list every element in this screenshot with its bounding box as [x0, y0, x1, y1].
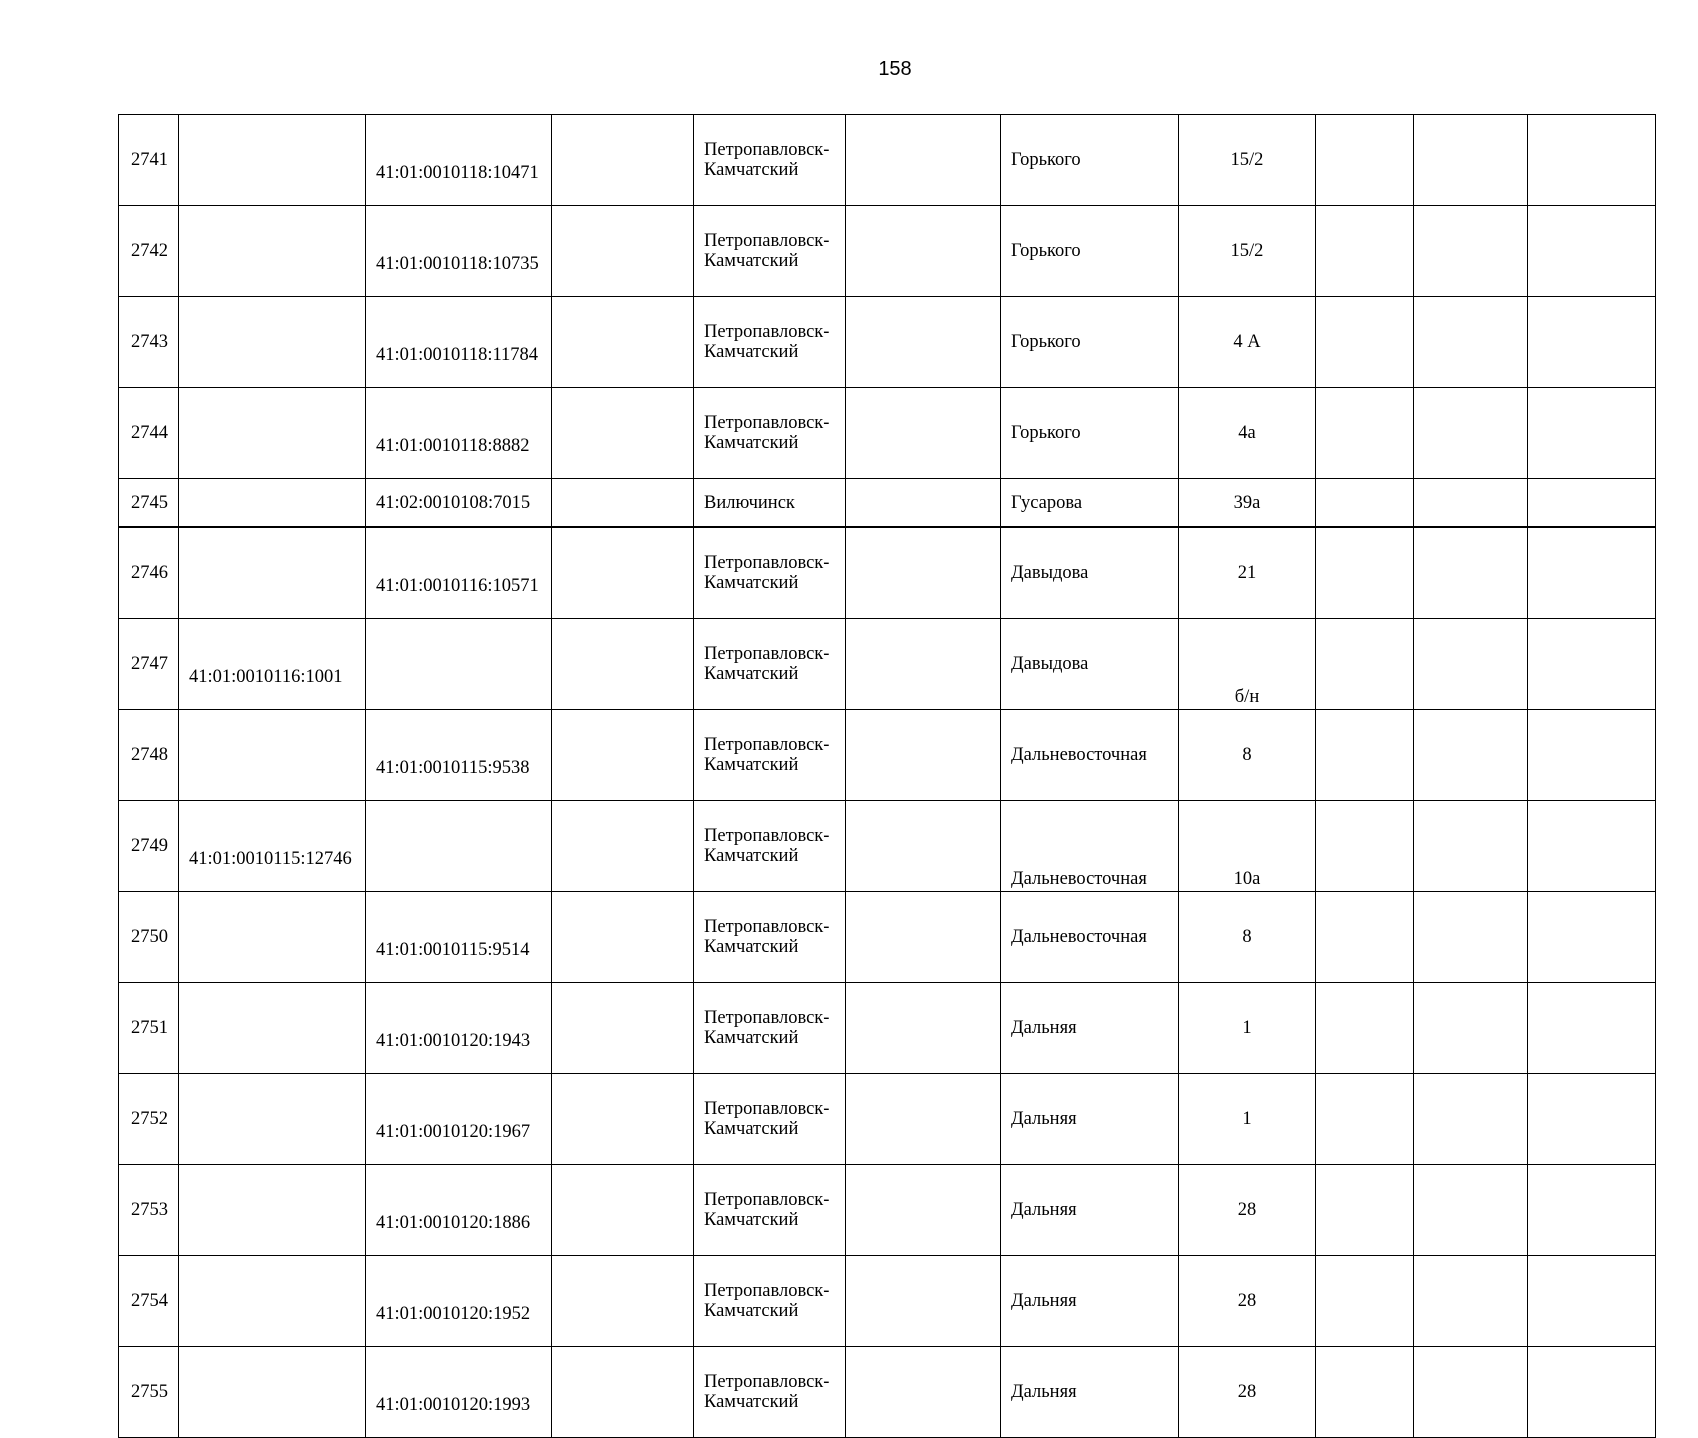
city-text: Петропавловск-Камчатский	[704, 413, 830, 453]
city	[694, 619, 846, 710]
empty-cell	[1316, 892, 1414, 983]
table-row	[119, 801, 1656, 892]
house-number	[1179, 1074, 1316, 1165]
cadastral-room-text: 41:02:0010108:7015	[376, 492, 531, 513]
table-row	[119, 710, 1656, 801]
row-number	[119, 983, 179, 1074]
house-number-text: 28	[1237, 1382, 1257, 1402]
street	[1001, 479, 1179, 528]
empty-cell	[1316, 1165, 1414, 1256]
empty-cell	[552, 479, 694, 528]
street	[1001, 527, 1179, 619]
street-text: Горького	[1011, 332, 1081, 352]
cadastral-building	[179, 710, 366, 801]
cadastral-room	[366, 1165, 552, 1256]
cadastral-room	[366, 527, 552, 619]
empty-cell	[846, 115, 1001, 206]
empty-cell	[846, 527, 1001, 619]
row-number	[119, 527, 179, 619]
city-text: Петропавловск-Камчатский	[704, 1372, 830, 1412]
city	[694, 1347, 846, 1438]
street	[1001, 388, 1179, 479]
empty-cell	[552, 1256, 694, 1347]
empty-cell	[1528, 479, 1656, 528]
empty-cell	[846, 983, 1001, 1074]
city	[694, 801, 846, 892]
house-number	[1179, 1165, 1316, 1256]
empty-cell	[552, 115, 694, 206]
row-number-text: 2745	[131, 492, 168, 513]
street-text: Дальневосточная	[1011, 927, 1147, 947]
cadastral-building	[179, 388, 366, 479]
empty-cell	[1528, 1347, 1656, 1438]
cadastral-building	[179, 892, 366, 983]
street	[1001, 115, 1179, 206]
cadastral-room-text: 41:01:0010120:1952	[376, 1304, 531, 1324]
cadastral-room-text: 41:01:0010120:1886	[376, 1213, 531, 1233]
empty-cell	[1316, 206, 1414, 297]
empty-cell	[552, 1074, 694, 1165]
empty-cell	[1528, 115, 1656, 206]
street-text: Дальняя	[1011, 1109, 1077, 1129]
city-text: Петропавловск-Камчатский	[704, 1099, 830, 1139]
empty-cell	[1528, 1256, 1656, 1347]
cadastral-room	[366, 388, 552, 479]
row-number-text: 2753	[131, 1200, 168, 1220]
cadastral-room	[366, 297, 552, 388]
street	[1001, 1347, 1179, 1438]
table-row	[119, 388, 1656, 479]
empty-cell	[846, 710, 1001, 801]
cadastral-room	[366, 206, 552, 297]
cadastral-room	[366, 983, 552, 1074]
cadastral-room-text: 41:01:0010120:1943	[376, 1031, 531, 1051]
street-text: Горького	[1011, 241, 1081, 261]
empty-cell	[552, 297, 694, 388]
cadastral-building-text: 41:01:0010115:12746	[189, 849, 352, 869]
street-text: Гусарова	[1011, 492, 1083, 513]
empty-cell	[1414, 527, 1528, 619]
row-number	[119, 1165, 179, 1256]
city	[694, 892, 846, 983]
empty-cell	[1414, 388, 1528, 479]
city	[694, 1074, 846, 1165]
empty-cell	[1528, 1165, 1656, 1256]
row-number-text: 2749	[131, 836, 168, 856]
street-text: Давыдова	[1011, 563, 1089, 583]
empty-cell	[846, 619, 1001, 710]
cadastral-room-text: 41:01:0010116:10571	[376, 576, 539, 596]
empty-cell	[1528, 1074, 1656, 1165]
city	[694, 479, 846, 528]
house-number-text: б/н	[1234, 687, 1260, 707]
row-number-text: 2750	[131, 927, 168, 947]
street	[1001, 892, 1179, 983]
city	[694, 710, 846, 801]
house-number	[1179, 983, 1316, 1074]
row-number-text: 2751	[131, 1018, 168, 1038]
empty-cell	[1414, 1256, 1528, 1347]
empty-cell	[1316, 388, 1414, 479]
empty-cell	[1528, 388, 1656, 479]
registry-table	[118, 114, 1656, 1438]
house-number	[1179, 619, 1316, 710]
city-text: Вилючинск	[704, 492, 795, 513]
cadastral-building	[179, 619, 366, 710]
empty-cell	[1528, 892, 1656, 983]
house-number-text: 21	[1237, 563, 1257, 583]
cadastral-room	[366, 479, 552, 528]
row-number	[119, 892, 179, 983]
empty-cell	[846, 1074, 1001, 1165]
city-text: Петропавловск-Камчатский	[704, 644, 830, 684]
empty-cell	[1528, 710, 1656, 801]
empty-cell	[552, 206, 694, 297]
city-text: Петропавловск-Камчатский	[704, 917, 830, 957]
city-text: Петропавловск-Камчатский	[704, 1190, 830, 1230]
row-number	[119, 1256, 179, 1347]
row-number	[119, 388, 179, 479]
registry-body	[119, 115, 1656, 1438]
empty-cell	[1414, 115, 1528, 206]
house-number-text: 39а	[1233, 492, 1261, 513]
cadastral-room	[366, 115, 552, 206]
empty-cell	[552, 388, 694, 479]
cadastral-building	[179, 1165, 366, 1256]
empty-cell	[1414, 983, 1528, 1074]
empty-cell	[1316, 1074, 1414, 1165]
street	[1001, 983, 1179, 1074]
empty-cell	[1316, 983, 1414, 1074]
city	[694, 527, 846, 619]
empty-cell	[552, 801, 694, 892]
cadastral-room	[366, 1256, 552, 1347]
house-number	[1179, 1347, 1316, 1438]
row-number-text: 2752	[131, 1109, 168, 1129]
street-text: Дальняя	[1011, 1382, 1077, 1402]
street-text: Давыдова	[1011, 654, 1089, 674]
street-text: Горького	[1011, 423, 1081, 443]
city	[694, 388, 846, 479]
cadastral-building	[179, 983, 366, 1074]
empty-cell	[846, 1165, 1001, 1256]
cadastral-building-text: 41:01:0010116:1001	[189, 667, 343, 687]
house-number-text: 15/2	[1230, 150, 1264, 170]
table-row	[119, 1256, 1656, 1347]
street-text: Дальняя	[1011, 1291, 1077, 1311]
street	[1001, 801, 1179, 892]
row-number-text: 2741	[131, 150, 168, 170]
row-number	[119, 1347, 179, 1438]
house-number-text: 4 А	[1233, 332, 1261, 352]
row-number-text: 2742	[131, 241, 168, 261]
cadastral-building	[179, 479, 366, 528]
empty-cell	[1316, 619, 1414, 710]
empty-cell	[552, 527, 694, 619]
house-number	[1179, 388, 1316, 479]
empty-cell	[1316, 801, 1414, 892]
empty-cell	[1528, 619, 1656, 710]
empty-cell	[1414, 710, 1528, 801]
empty-cell	[1316, 479, 1414, 528]
cadastral-building	[179, 1074, 366, 1165]
house-number	[1179, 801, 1316, 892]
cadastral-room	[366, 801, 552, 892]
house-number-text: 8	[1242, 927, 1252, 947]
empty-cell	[846, 479, 1001, 528]
empty-cell	[1528, 527, 1656, 619]
empty-cell	[552, 710, 694, 801]
row-number	[119, 479, 179, 528]
city	[694, 297, 846, 388]
table-row	[119, 115, 1656, 206]
row-number	[119, 206, 179, 297]
cadastral-building	[179, 801, 366, 892]
house-number-text: 10а	[1233, 869, 1261, 889]
house-number-text: 15/2	[1230, 241, 1264, 261]
empty-cell	[1316, 527, 1414, 619]
house-number	[1179, 115, 1316, 206]
empty-cell	[1414, 479, 1528, 528]
table-row	[119, 1165, 1656, 1256]
house-number-text: 28	[1237, 1291, 1257, 1311]
row-number-text: 2746	[131, 563, 168, 583]
table-row	[119, 983, 1656, 1074]
cadastral-room-text: 41:01:0010118:10735	[376, 254, 539, 274]
empty-cell	[1316, 115, 1414, 206]
empty-cell	[1528, 983, 1656, 1074]
cadastral-room-text: 41:01:0010118:11784	[376, 345, 539, 365]
cadastral-building	[179, 1347, 366, 1438]
cadastral-room	[366, 1074, 552, 1165]
city	[694, 206, 846, 297]
city	[694, 115, 846, 206]
city-text: Петропавловск-Камчатский	[704, 140, 830, 180]
house-number	[1179, 297, 1316, 388]
city	[694, 1256, 846, 1347]
city-text: Петропавловск-Камчатский	[704, 322, 830, 362]
table-row	[119, 297, 1656, 388]
house-number-text: 1	[1242, 1109, 1252, 1129]
row-number-text: 2748	[131, 745, 168, 765]
empty-cell	[1528, 206, 1656, 297]
cadastral-room-text: 41:01:0010118:8882	[376, 436, 530, 456]
street	[1001, 297, 1179, 388]
street	[1001, 1256, 1179, 1347]
table-row	[119, 1347, 1656, 1438]
row-number	[119, 115, 179, 206]
table-row	[119, 1074, 1656, 1165]
city-text: Петропавловск-Камчатский	[704, 231, 830, 271]
street-text: Дальняя	[1011, 1200, 1077, 1220]
street-text: Дальневосточная	[1011, 745, 1147, 765]
table-row	[119, 892, 1656, 983]
empty-cell	[1316, 1347, 1414, 1438]
empty-cell	[1414, 206, 1528, 297]
empty-cell	[1528, 801, 1656, 892]
city-text: Петропавловск-Камчатский	[704, 1281, 830, 1321]
row-number-text: 2747	[131, 654, 168, 674]
empty-cell	[1316, 297, 1414, 388]
cadastral-building	[179, 206, 366, 297]
empty-cell	[1316, 710, 1414, 801]
house-number-text: 1	[1242, 1018, 1252, 1038]
house-number	[1179, 892, 1316, 983]
city-text: Петропавловск-Камчатский	[704, 1008, 830, 1048]
house-number	[1179, 206, 1316, 297]
city-text: Петропавловск-Камчатский	[704, 553, 830, 593]
table-row	[119, 206, 1656, 297]
row-number	[119, 297, 179, 388]
empty-cell	[552, 1165, 694, 1256]
empty-cell	[1414, 1165, 1528, 1256]
street-text: Дальневосточная	[1011, 869, 1147, 889]
street-text: Дальняя	[1011, 1018, 1077, 1038]
table-row	[119, 479, 1656, 528]
empty-cell	[552, 1347, 694, 1438]
empty-cell	[1414, 619, 1528, 710]
empty-cell	[1414, 297, 1528, 388]
empty-cell	[552, 983, 694, 1074]
empty-cell	[1414, 801, 1528, 892]
row-number-text: 2755	[131, 1382, 168, 1402]
cadastral-room-text: 41:01:0010115:9514	[376, 940, 530, 960]
house-number-text: 8	[1242, 745, 1252, 765]
row-number	[119, 710, 179, 801]
empty-cell	[1414, 1347, 1528, 1438]
street	[1001, 1074, 1179, 1165]
house-number	[1179, 710, 1316, 801]
cadastral-building	[179, 115, 366, 206]
empty-cell	[846, 388, 1001, 479]
city-text: Петропавловск-Камчатский	[704, 826, 830, 866]
cadastral-room-text: 41:01:0010118:10471	[376, 163, 539, 183]
house-number	[1179, 1256, 1316, 1347]
row-number	[119, 801, 179, 892]
page-number: 158	[878, 58, 912, 80]
house-number	[1179, 479, 1316, 528]
street	[1001, 710, 1179, 801]
empty-cell	[552, 619, 694, 710]
empty-cell	[846, 1256, 1001, 1347]
cadastral-room	[366, 892, 552, 983]
house-number-text: 4а	[1238, 423, 1256, 443]
row-number	[119, 1074, 179, 1165]
empty-cell	[1528, 297, 1656, 388]
row-number-text: 2754	[131, 1291, 168, 1311]
city	[694, 983, 846, 1074]
cadastral-room-text: 41:01:0010115:9538	[376, 758, 530, 778]
table-row	[119, 619, 1656, 710]
house-number	[1179, 527, 1316, 619]
cadastral-room	[366, 1347, 552, 1438]
cadastral-building	[179, 1256, 366, 1347]
empty-cell	[1316, 1256, 1414, 1347]
row-number-text: 2743	[131, 332, 168, 352]
table-row	[119, 527, 1656, 619]
cadastral-room	[366, 619, 552, 710]
street-text: Горького	[1011, 150, 1081, 170]
empty-cell	[552, 892, 694, 983]
empty-cell	[846, 206, 1001, 297]
cadastral-room	[366, 710, 552, 801]
empty-cell	[1414, 1074, 1528, 1165]
empty-cell	[846, 1347, 1001, 1438]
city-text: Петропавловск-Камчатский	[704, 735, 830, 775]
city	[694, 1165, 846, 1256]
street	[1001, 619, 1179, 710]
empty-cell	[846, 892, 1001, 983]
cadastral-room-text: 41:01:0010120:1993	[376, 1395, 531, 1415]
empty-cell	[846, 801, 1001, 892]
empty-cell	[846, 297, 1001, 388]
cadastral-building	[179, 297, 366, 388]
row-number	[119, 619, 179, 710]
street	[1001, 206, 1179, 297]
empty-cell	[1414, 892, 1528, 983]
house-number-text: 28	[1237, 1200, 1257, 1220]
cadastral-building	[179, 527, 366, 619]
street	[1001, 1165, 1179, 1256]
row-number-text: 2744	[131, 423, 168, 443]
cadastral-room-text: 41:01:0010120:1967	[376, 1122, 531, 1142]
